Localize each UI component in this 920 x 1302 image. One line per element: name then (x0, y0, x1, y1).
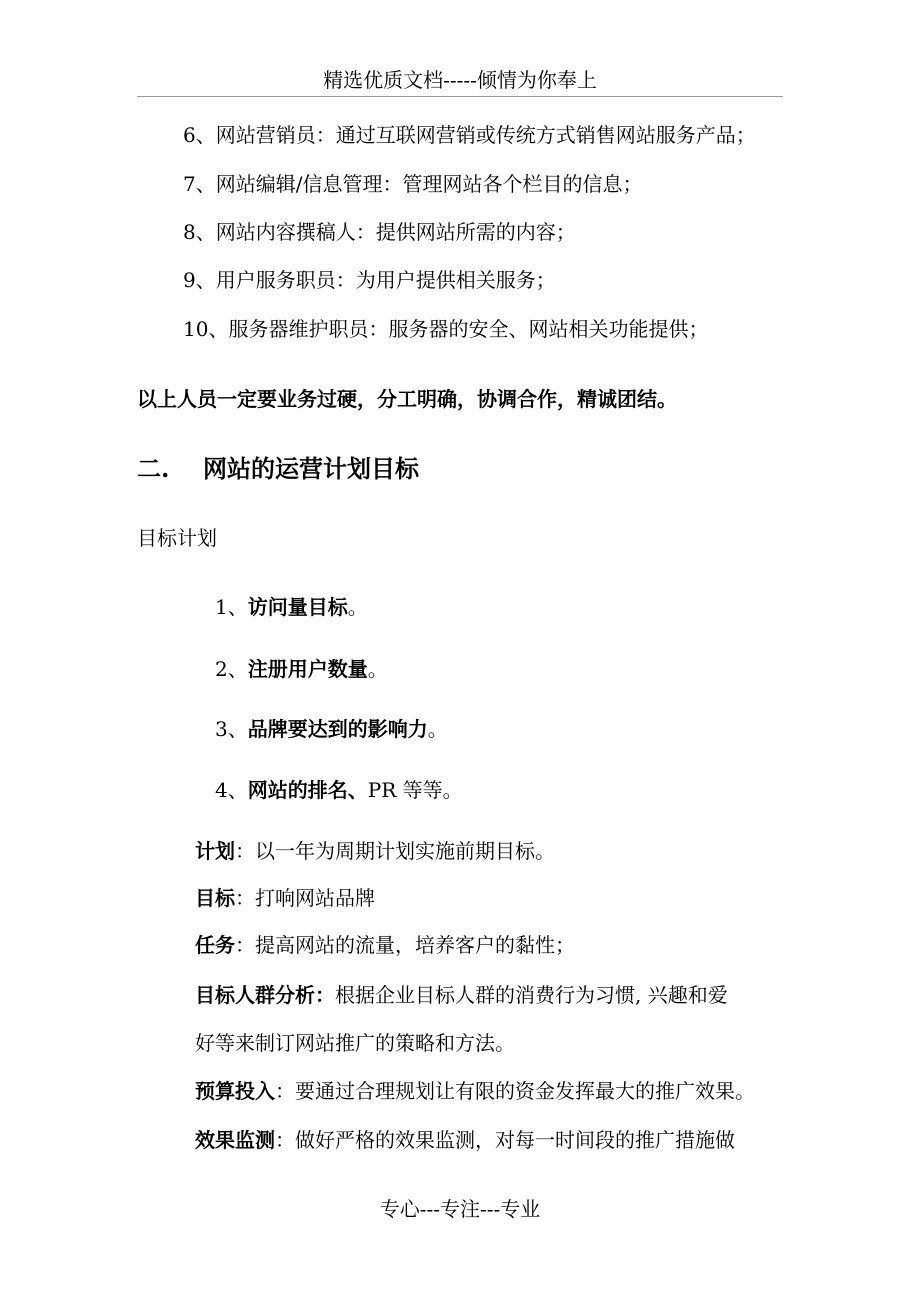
goal-text: 访问量目标 (247, 595, 348, 619)
para-label: 计划 (195, 839, 235, 863)
para-label: 目标人群分析： (195, 983, 335, 1007)
goal-item-3 (215, 715, 448, 743)
budget-paragraph (195, 1077, 755, 1105)
staff-summary: 以上人员一定要业务过硬，分工明确，协调合作，精诚团结。 (137, 387, 677, 411)
para-label: 目标 (195, 886, 235, 910)
section-heading (137, 452, 419, 486)
plan-paragraph (195, 837, 555, 865)
goal-item-2 (215, 655, 388, 683)
role-item-10: 10、服务器维护职员：服务器的安全、网站相关功能提供； (183, 317, 709, 341)
monitoring-paragraph (195, 1126, 735, 1154)
header-divider (137, 96, 783, 97)
goal-suffix: 。 (347, 595, 368, 619)
audience-paragraph-cont (195, 1029, 515, 1057)
goal-text: 品牌要达到的影响力 (247, 717, 428, 741)
subheading: 目标计划 (137, 526, 217, 550)
para-text: ：以一年为周期计划实施前期目标。 (235, 839, 555, 863)
para-label: 预算投入 (195, 1079, 275, 1103)
para-label: 效果监测 (195, 1128, 275, 1152)
page-header: 精选优质文档-----倾情为你奉上 (323, 68, 597, 92)
target-paragraph (195, 884, 375, 912)
goal-number: 3、 (215, 717, 248, 741)
para-text: ：要通过合理规划让有限的资金发挥最大的推广效果。 (275, 1079, 755, 1103)
goal-number: 2、 (215, 657, 248, 681)
role-item-6: 6、网站营销员：通过互联网营销或传统方式销售网站服务产品； (183, 123, 756, 147)
goal-number: 4、 (215, 778, 248, 802)
goal-suffix: 。 (367, 657, 388, 681)
page-footer: 专心---专注---专业 (379, 1197, 541, 1221)
goal-item-4 (215, 776, 463, 804)
para-text: ：做好严格的效果监测，对每一时间段的推广措施做 (275, 1128, 735, 1152)
goal-text: 网站的排名、 (247, 778, 368, 802)
para-text: ：打响网站品牌 (235, 886, 375, 910)
para-text: 好等来制订网站推广的策略和方法。 (195, 1031, 515, 1055)
para-text: 根据企业目标人群的消费行为习惯, 兴趣和爱 (335, 983, 728, 1007)
role-item-7: 7、网站编辑/信息管理：管理网站各个栏目的信息； (183, 172, 643, 196)
para-label: 任务 (195, 933, 235, 957)
goal-suffix: 。 (427, 717, 448, 741)
goal-number: 1、 (215, 595, 248, 619)
section-title: 网站的运营计划目标 (203, 454, 419, 483)
goal-text: 注册用户数量 (247, 657, 368, 681)
goal-item-1 (215, 593, 368, 621)
section-number: 二. (137, 454, 170, 483)
role-item-9: 9、用户服务职员：为用户提供相关服务； (183, 268, 556, 292)
role-item-8: 8、网站内容撰稿人：提供网站所需的内容； (183, 220, 576, 244)
audience-paragraph (195, 981, 728, 1009)
goal-suffix: PR 等等。 (367, 778, 463, 802)
para-text: ：提高网站的流量，培养客户的黏性； (235, 933, 575, 957)
task-paragraph (195, 931, 575, 959)
